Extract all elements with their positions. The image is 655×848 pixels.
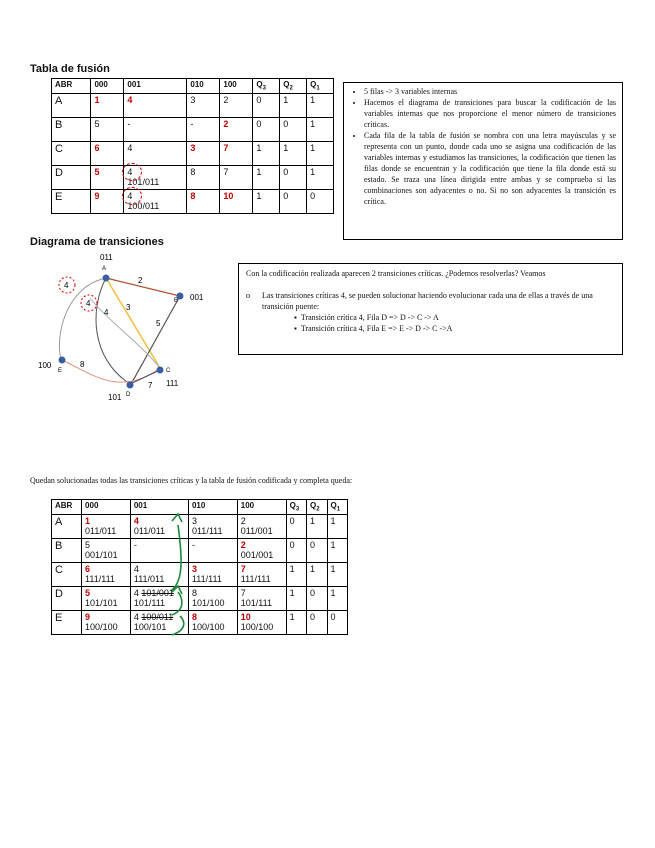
row-label: A — [52, 93, 91, 117]
bridge-arrows — [160, 510, 200, 640]
bullet-o-icon: o — [246, 291, 250, 300]
table-row — [52, 93, 334, 117]
cell: 3 — [187, 141, 220, 165]
cell: 4 — [124, 141, 187, 165]
row-label: E — [52, 189, 91, 213]
cell: 5 001/101 — [82, 538, 131, 562]
critical-intro: Con la codificación realizada aparecen 2 transiciones críticas. ¿Podemos resolverlas? Veamos — [246, 269, 546, 278]
node-d-code: 101 — [108, 393, 122, 402]
node-a-label: A — [102, 266, 107, 272]
critical-mark: 4 — [127, 190, 133, 201]
cell: 7 111/111 — [237, 562, 286, 586]
cell: 1 — [286, 562, 306, 586]
cell: 6 — [91, 141, 124, 165]
cell: 0 — [327, 610, 348, 634]
cell: 1 — [253, 141, 280, 165]
col-header: ABR — [52, 500, 82, 515]
cell: 0 — [280, 189, 307, 213]
critical-point: Las transiciones críticas 4, se pueden solucionar haciendo evolucionar cada una de ellas a través de una transición puente: — [262, 291, 593, 311]
col-header: 001 — [124, 79, 187, 94]
critical-label: 4 — [64, 281, 69, 290]
cell: 1 011/011 — [82, 514, 131, 538]
cell: 3 111/111 — [188, 562, 237, 586]
cell: 2 001/001 — [237, 538, 286, 562]
section-title-diagram: Diagrama de transiciones — [30, 236, 164, 248]
cell: 1 — [307, 117, 334, 141]
cell: 4 101/001 101/111 — [130, 586, 188, 610]
col-header: $Q_1$ — [327, 500, 348, 515]
notes-box — [343, 82, 623, 240]
arrow-head — [172, 514, 182, 522]
cell: 1 — [307, 514, 327, 538]
cell: 1 — [253, 165, 280, 189]
col-header: $Q_2$ — [280, 79, 307, 94]
critical-mark: 4 — [127, 166, 133, 177]
cell — [124, 189, 187, 213]
critical-label: 4 — [86, 299, 91, 308]
row-label: D — [52, 165, 91, 189]
node-c — [157, 367, 164, 374]
col-header: 001 — [130, 500, 188, 515]
cell: 2 — [220, 93, 253, 117]
cell: 4 111/011 — [130, 562, 188, 586]
cell: 4 — [124, 93, 187, 117]
cell: 4 100/011 100/101 — [130, 610, 188, 634]
cell: 1 — [307, 141, 334, 165]
cell: - — [188, 538, 237, 562]
cell: 5 — [91, 117, 124, 141]
cell: 8 — [187, 189, 220, 213]
edge-label: 8 — [80, 360, 85, 369]
cell: 1 — [280, 141, 307, 165]
edge-a-d — [96, 278, 130, 384]
edge-label: 2 — [138, 276, 143, 285]
cell: 0 — [307, 538, 327, 562]
edge-label: 7 — [148, 381, 153, 390]
cell: 3 — [187, 93, 220, 117]
row-label: D — [52, 586, 82, 610]
node-e — [59, 357, 66, 364]
cell: 1 — [307, 93, 334, 117]
col-header: $Q_3$ — [253, 79, 280, 94]
cell: 9 100/100 — [82, 610, 131, 634]
cell: 10 — [220, 189, 253, 213]
cell: 8 100/100 — [188, 610, 237, 634]
note-item: • Hacemos el diagrama de transiciones para buscar la codificación de las variables internas que nos proporcione el menor número de transiciones críticas. — [364, 97, 616, 130]
cell: 1 — [307, 562, 327, 586]
cell: 0 — [307, 189, 334, 213]
edge-e-c — [62, 360, 160, 382]
row-label: C — [52, 141, 91, 165]
cell: 0 — [286, 514, 306, 538]
note-item: • Cada fila de la tabla de fusión se nombra con una letra mayúsculas y se representa con un punto, donde cada uno se asigna una codificación de las variables internas y estudiamos las transiciones, la codificación que tienen las filas donde se encuentran y la codificación que tiene la fila donde está su estado. Se traza una línea dirigida entre ambas y se comprueba si las combinaciones son adyacentes o no. Si no son adyacentes la transición es crítica. — [364, 130, 616, 207]
cell: 1 — [280, 93, 307, 117]
table-row — [52, 165, 334, 189]
edge-a-b — [106, 278, 180, 296]
cell: 1 — [91, 93, 124, 117]
table-row — [52, 141, 334, 165]
cell: 0 — [253, 93, 280, 117]
cell: 10 100/100 — [237, 610, 286, 634]
cell: 0 — [280, 117, 307, 141]
critical-box — [238, 263, 623, 355]
node-d-label: D — [126, 392, 131, 398]
cell: 5 — [91, 165, 124, 189]
col-header: 010 — [188, 500, 237, 515]
cell: 0 — [253, 117, 280, 141]
cell: 0 — [307, 610, 327, 634]
cell-code: 100/011 — [127, 200, 160, 211]
cell: 3 011/111 — [188, 514, 237, 538]
cell: 1 — [327, 586, 348, 610]
col-header: 000 — [91, 79, 124, 94]
col-header: 010 — [187, 79, 220, 94]
cell: 7 — [220, 141, 253, 165]
transition-diagram — [30, 248, 230, 408]
cell-code: 101/011 — [127, 176, 160, 187]
list-item: ▪ Transición crítica 4, Fila E => E -> D -> C ->A — [294, 324, 453, 333]
cell: 5 101/101 — [82, 586, 131, 610]
col-header: 000 — [82, 500, 131, 515]
row-label: C — [52, 562, 82, 586]
cell: 8 — [187, 165, 220, 189]
col-header: $Q_1$ — [307, 79, 334, 94]
cell: 6 111/111 — [82, 562, 131, 586]
cell: - — [187, 117, 220, 141]
cell: 1 — [327, 538, 348, 562]
section-title-fusion: Tabla de fusión — [30, 63, 110, 75]
row-label: A — [52, 514, 82, 538]
col-header: 100 — [237, 500, 286, 515]
node-a — [103, 275, 110, 282]
cell: 1 — [286, 610, 306, 634]
row-label: B — [52, 538, 82, 562]
cell: 2 — [220, 117, 253, 141]
cell — [124, 165, 187, 189]
row-label: B — [52, 117, 91, 141]
col-header: ABR — [52, 79, 91, 94]
edge-label: 3 — [126, 303, 131, 312]
fusion-table — [51, 78, 334, 214]
row-label: E — [52, 610, 82, 634]
col-header: $Q_2$ — [307, 500, 327, 515]
arrow-head — [172, 586, 182, 594]
cell: 1 — [307, 165, 334, 189]
edge-label: 5 — [156, 319, 161, 328]
cell: 1 — [286, 586, 306, 610]
node-c-code: 111 — [166, 379, 179, 388]
node-d — [127, 382, 134, 389]
node-c-label: C — [166, 368, 171, 374]
node-e-label: E — [58, 368, 63, 374]
cell: 2 011/001 — [237, 514, 286, 538]
cell: 1 — [327, 514, 348, 538]
cell: 0 — [280, 165, 307, 189]
col-header: 100 — [220, 79, 253, 94]
table-row — [52, 117, 334, 141]
arrow-e-d — [172, 592, 182, 615]
cell: 0 — [286, 538, 306, 562]
cell: 4 011/011 — [130, 514, 188, 538]
arrow-d-c-a — [172, 525, 181, 590]
node-e-code: 100 — [38, 361, 52, 370]
col-header: $Q_3$ — [286, 500, 306, 515]
node-b-code: 001 — [190, 293, 204, 302]
edge-label: 4 — [104, 308, 109, 317]
table-row — [52, 189, 334, 213]
final-text: Quedan solucionadas todas las transiciones críticas y la tabla de fusión codificada y completa queda: — [30, 476, 353, 485]
cell: - — [124, 117, 187, 141]
arrow-e-extra — [172, 616, 184, 635]
cell: - — [130, 538, 188, 562]
node-a-code: 011 — [100, 253, 113, 262]
cell: 7 101/111 — [237, 586, 286, 610]
note-item: • 5 filas -> 3 variables internas — [364, 86, 616, 97]
list-item: ▪ Transición crítica 4, Fila D => D -> C -> A — [294, 313, 439, 322]
cell: 1 — [327, 562, 348, 586]
cell: 8 101/100 — [188, 586, 237, 610]
cell: 7 — [220, 165, 253, 189]
cell: 0 — [307, 586, 327, 610]
cell: 9 — [91, 189, 124, 213]
cell: 1 — [253, 189, 280, 213]
edge-a-e — [59, 278, 106, 360]
node-b-label: B — [174, 298, 179, 304]
